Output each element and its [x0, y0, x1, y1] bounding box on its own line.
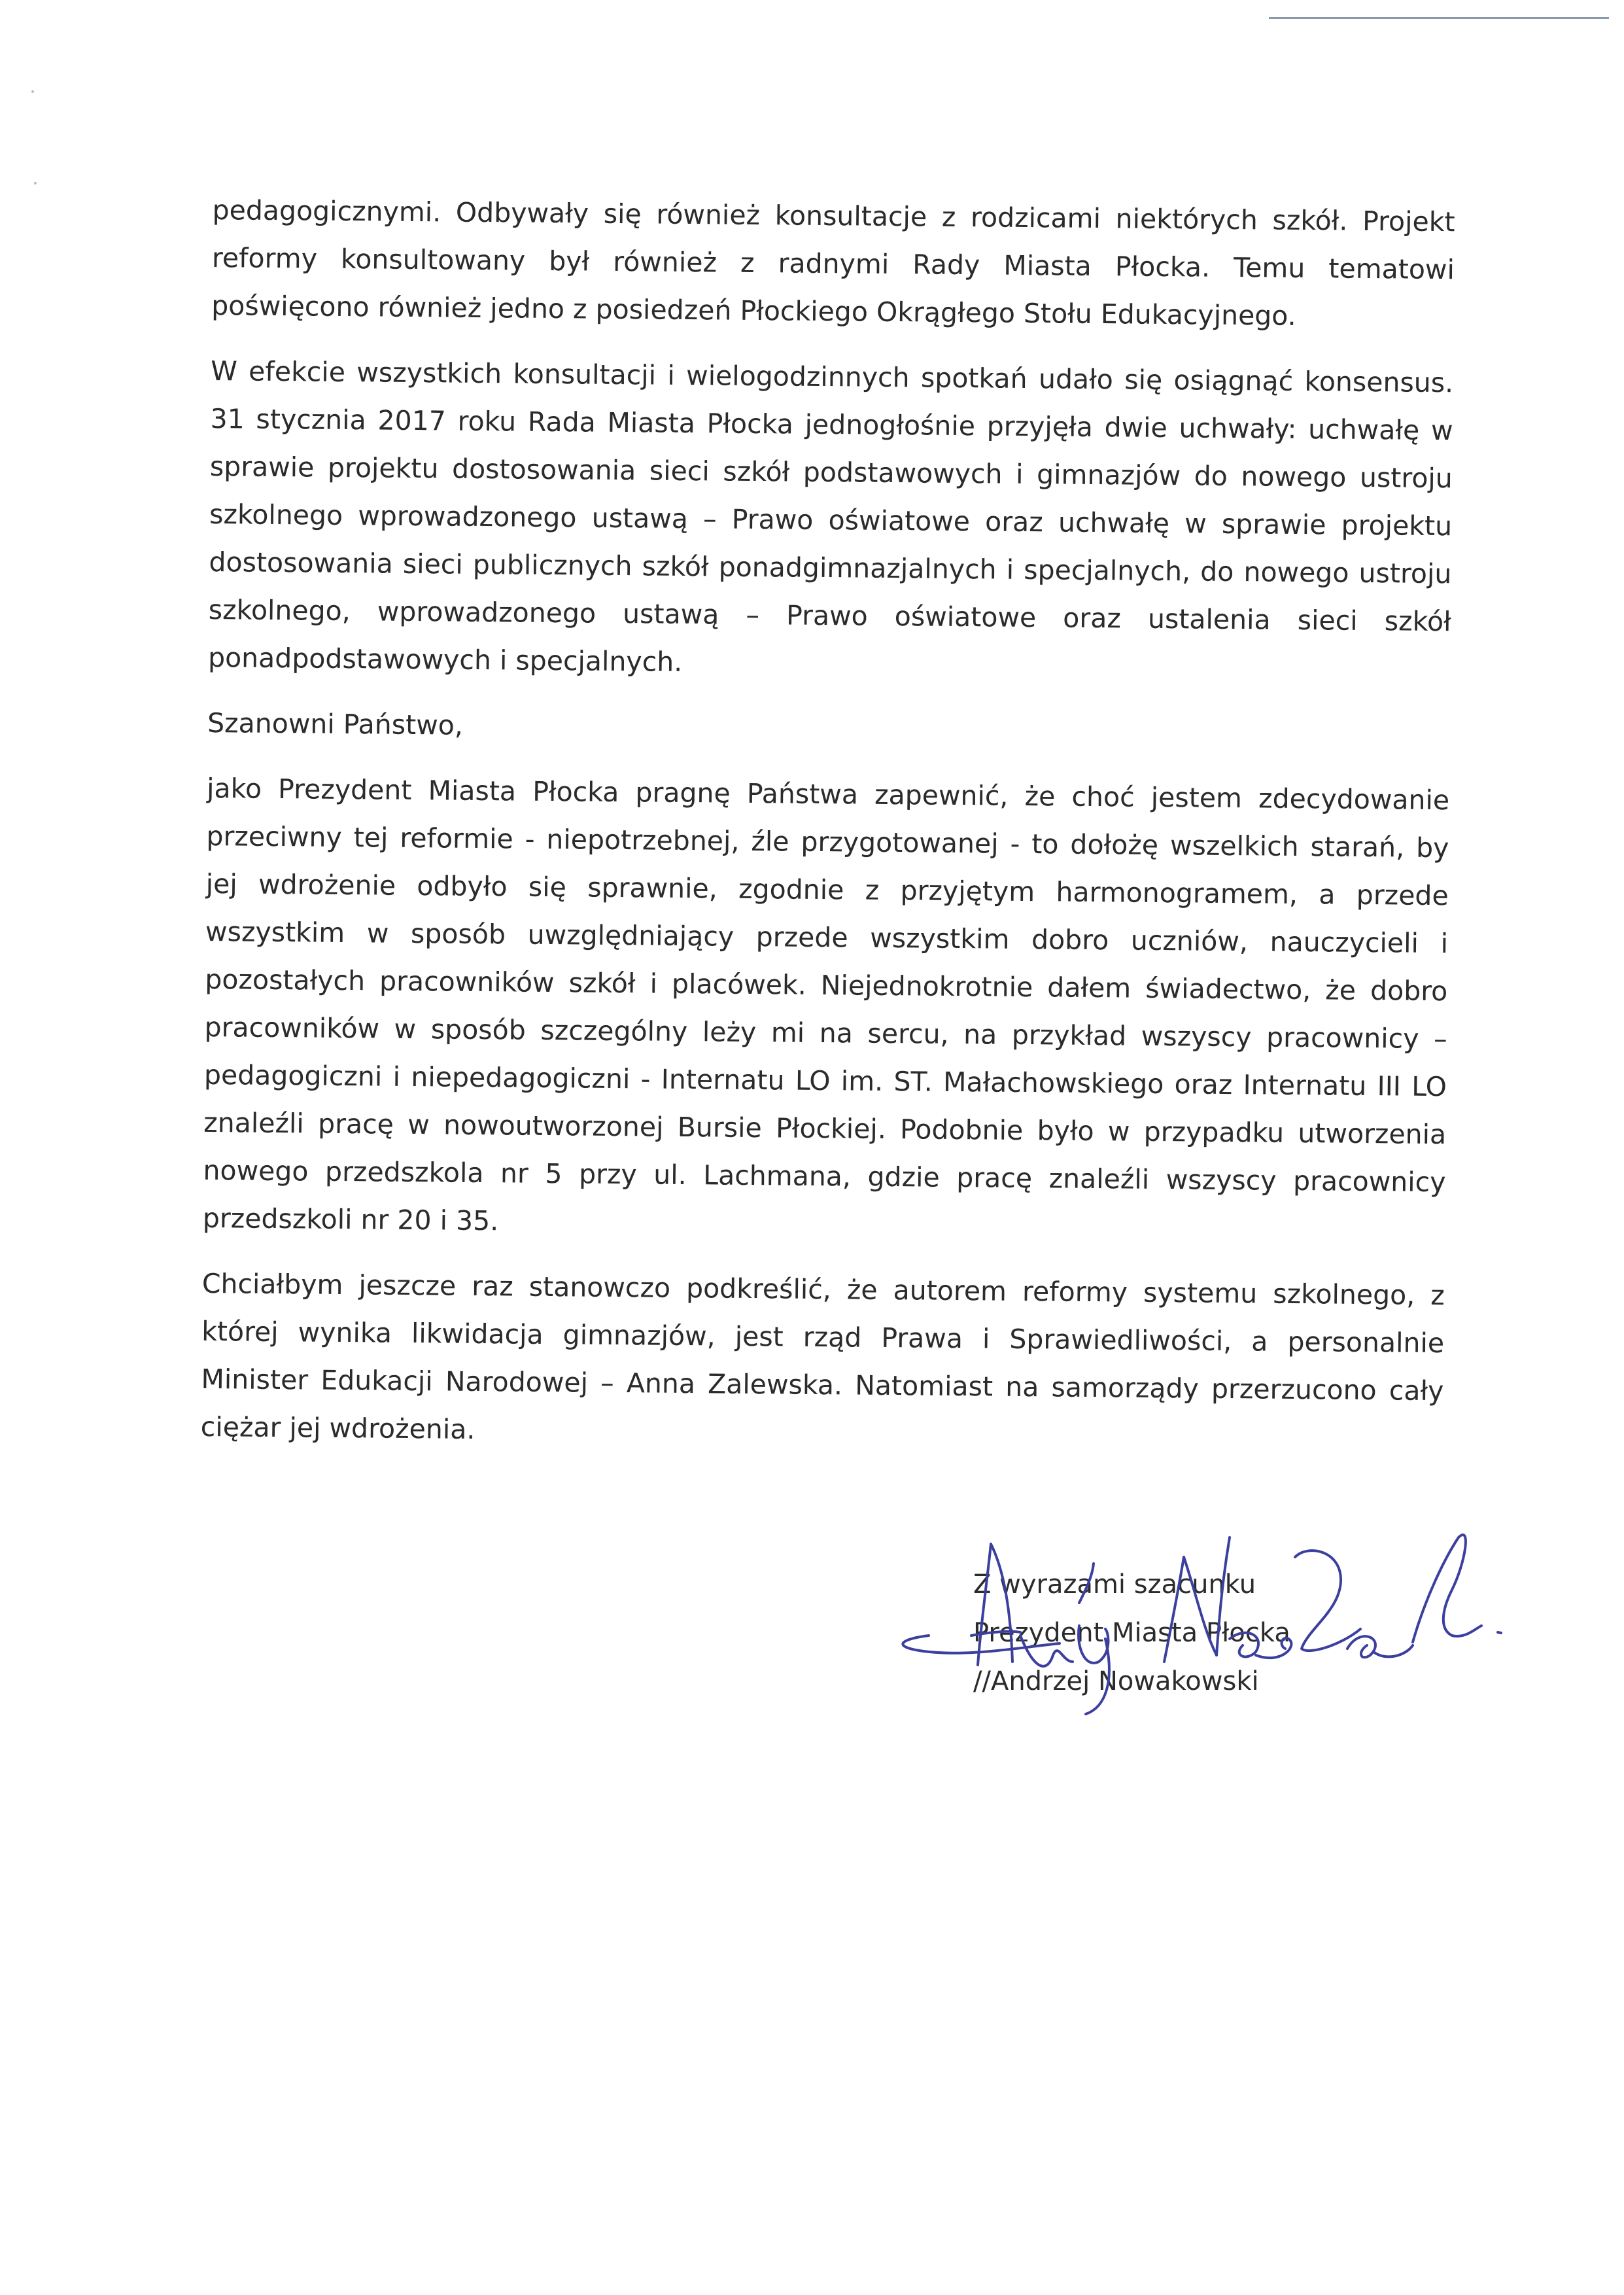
main-paragraph-2: Chciałbym jeszcze raz stanowczo podkreślić, że autorem reformy systemu szkolnego, z której wynika likwidacja gimnazjów, jest rząd Prawa i Sprawiedliwości, a personalnie Minister Edukacji Narodowej – Anna Zalewska. Natomiast na samorządy przerzucono cały ciężar jej wdrożenia.: [200, 1267, 1445, 1445]
closing-block: [973, 1560, 1290, 1706]
main-paragraph-1: jako Prezydent Miasta Płocka pragnę Państwa zapewnić, że choć jestem zdecydowanie przeciwny tej reformie - niepotrzebnej, źle przygotowanej - to dołożę wszelkich starań, by jej wdrożenie odbyło się sprawnie, zgodnie z przyjętym harmonogramem, a przede wszystkim w sposób uwzględniający przede wszystkim dobro uczniów, nauczycieli i pozostałych pracowników szkół i placówek. Niejednokrotnie dałem świadectwo, że dobro pracowników w sposób szczególny leży mi na sercu, na przykład wszyscy pracownicy – pedagogiczni i niepedagogiczni - Internatu LO im. ST. Małachowskiego oraz Internatu III LO znaleźli pracę w nowoutworzonej Bursie Płockiej. Podobnie było w przypadku utworzenia nowego przedszkola nr 5 przy ul. Lachmana, gdzie pracę znaleźli wszyscy pracownicy przedszkoli nr 20 i 35.: [202, 772, 1450, 1237]
body-paragraph-1: pedagogicznymi. Odbywały się również konsultacje z rodzicami niektórych szkół. Projekt reformy konsultowany był również z radnymi Rady Miasta Płocka. Temu tematowi poświęcono również jedno z posiedzeń Płockiego Okrągłego Stołu Edukacyjnego.: [211, 194, 1455, 332]
top-edge-rule: [1269, 17, 1609, 19]
closing-name: //Andrzej Nowakowski: [973, 1666, 1259, 1696]
closing-regards: Z wyrazami szacunku: [973, 1569, 1256, 1600]
letter-body: [200, 186, 1455, 1480]
closing-title: Prezydent Miasta Płocka: [973, 1618, 1290, 1648]
scan-speck: [34, 182, 37, 184]
salutation: Szanowni Państwo,: [207, 707, 464, 741]
body-paragraph-2: W efekcie wszystkich konsultacji i wielogodzinnych spotkań udało się osiągnąć konsensus. 31 stycznia 2017 roku Rada Miasta Płocka jednogłośnie przyjęła dwie uchwały: uchwałę w sprawie projektu dostosowania sieci szkół podstawowych i gimnazjów do nowego ustroju szkolnego wprowadzonego ustawą – Prawo oświatowe oraz uchwałę w sprawie projektu dostosowania sieci publicznych szkół ponadgimnazjalnych i specjalnych, do nowego ustroju szkolnego, wprowadzonego ustawą – Prawo oświatowe oraz ustalenia sieci szkół ponadpodstawowych i specjalnych.: [207, 355, 1454, 678]
scan-speck: [31, 90, 34, 93]
